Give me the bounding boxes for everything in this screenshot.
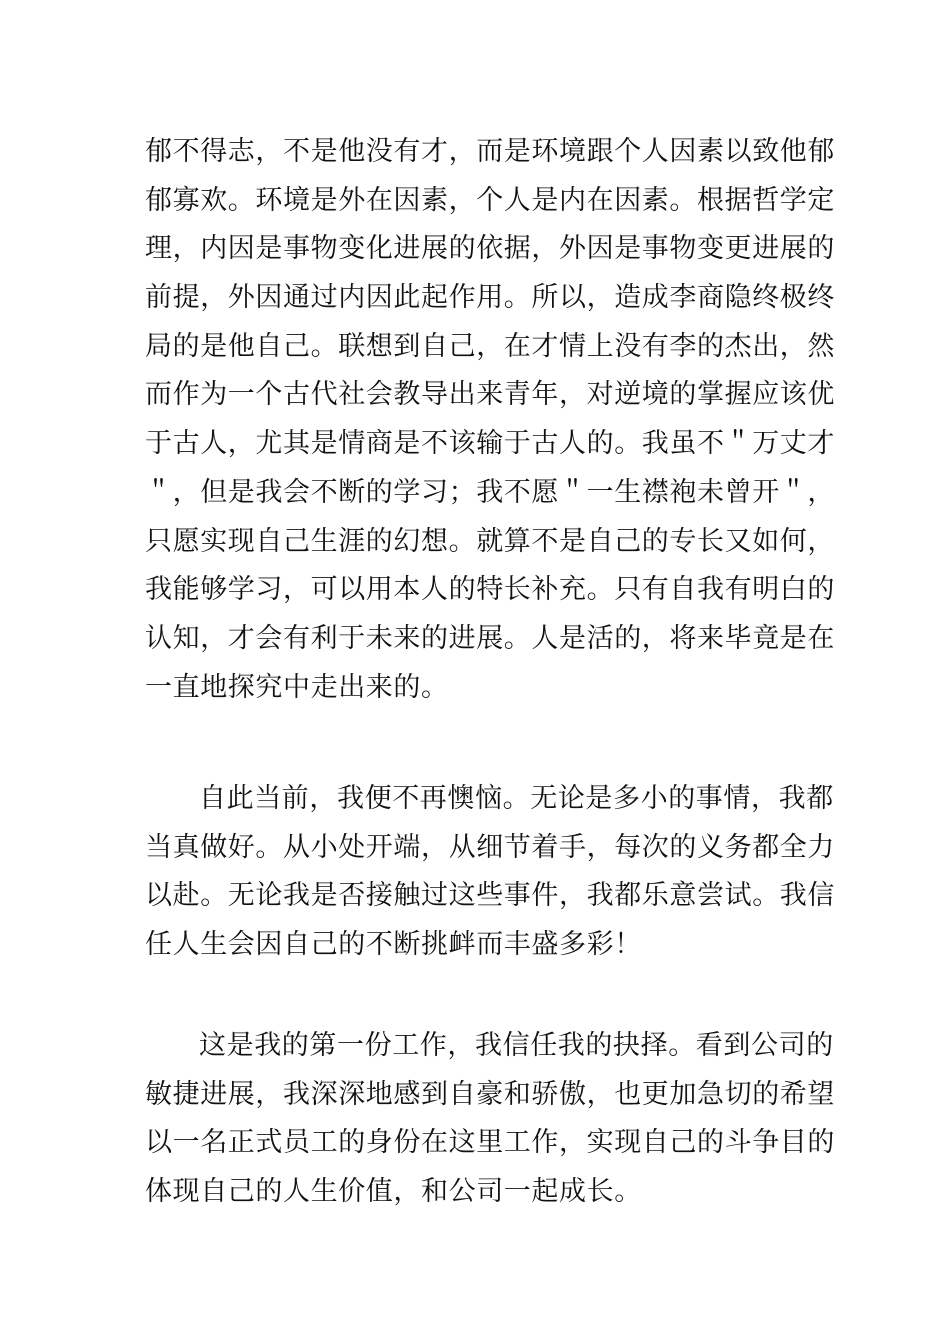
- text-line: 而作为一个古代社会教导出来青年，对逆境的掌握应该优: [145, 379, 835, 411]
- text-line: 体现自己的人生价值，和公司一起成长。: [145, 1176, 642, 1208]
- text-line: 我能够学习，可以用本人的特长补充。只有自我有明白的: [145, 574, 835, 606]
- paragraph-1: [145, 128, 835, 712]
- text-line: 郁不得志，不是他没有才，而是环境跟个人因素以致他郁: [145, 136, 835, 167]
- text-line: 敏捷进展，我深深地感到自豪和骄傲，也更加急切的希望: [145, 1078, 835, 1110]
- paragraph-3: [145, 1022, 835, 1217]
- text-line: 以赴。无论我是否接触过这些事件，我都乐意尝试。我信: [145, 880, 835, 912]
- text-line: ＂，但是我会不断的学习；我不愿＂一生襟袍未曾开＂，: [145, 476, 835, 508]
- text-line: 郁寡欢。环境是外在因素，个人是内在因素。根据哲学定: [145, 184, 835, 216]
- text-line: 自此当前，我便不再懊恼。无论是多小的事情，我都: [199, 783, 834, 814]
- text-line: 认知，才会有利于未来的进展。人是活的，将来毕竟是在: [145, 622, 835, 654]
- text-line: 只愿实现自己生涯的幻想。就算不是自己的专长又如何，: [145, 525, 835, 557]
- paragraph-2: [145, 775, 835, 970]
- text-line: 任人生会因自己的不断挑衅而丰盛多彩！: [145, 929, 642, 961]
- text-line: 当真做好。从小处开端，从细节着手，每次的义务都全力: [145, 831, 835, 863]
- text-line: 一直地探究中走出来的。: [145, 671, 449, 703]
- text-line: 这是我的第一份工作，我信任我的抉择。看到公司的: [199, 1030, 834, 1061]
- text-line: 前提，外因通过内因此起作用。所以，造成李商隐终极终: [145, 282, 835, 314]
- text-line: 局的是他自己。联想到自己，在才情上没有李的杰出，然: [145, 330, 835, 362]
- text-line: 理，内因是事物变化进展的依据，外因是事物变更进展的: [145, 233, 835, 265]
- text-line: 以一名正式员工的身份在这里工作，实现自己的斗争目的: [145, 1127, 835, 1159]
- text-line: 于古人，尤其是情商是不该输于古人的。我虽不＂万丈才: [145, 428, 835, 460]
